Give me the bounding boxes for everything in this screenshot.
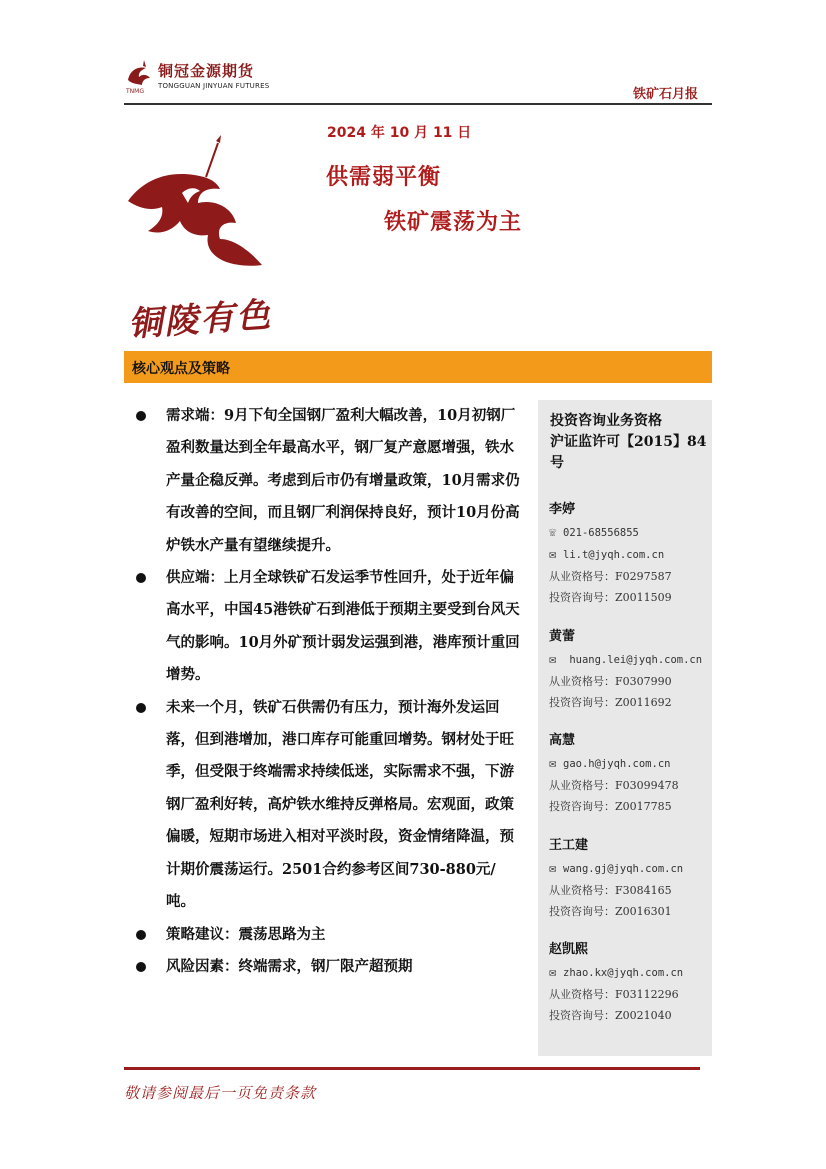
analyst-license: 从业资格号：F03112296	[549, 988, 679, 1001]
analyst-sidebar	[538, 400, 712, 1056]
analyst-name: 高慧	[549, 733, 576, 748]
qualification-line1: 投资咨询业务资格	[550, 413, 662, 429]
analyst-license: 从业资格号：F0297587	[549, 570, 672, 583]
analyst-advisory: 投资咨询号：Z0021040	[549, 1009, 672, 1022]
disclaimer-note: 敬请参阅最后一页免责条款	[124, 1084, 317, 1102]
analyst-advisory: 投资咨询号：Z0016301	[549, 905, 672, 918]
analyst-license: 从业资格号：F0307990	[549, 675, 672, 688]
report-type: 铁矿石月报	[632, 87, 698, 102]
analyst-advisory: 投资咨询号：Z0011692	[549, 696, 672, 709]
key-point-text: 供应端：上月全球铁矿石发运季节性回升，处于近年偏高水平，中国45港铁矿石到港低于预期主要受到台风天气的影响。10月外矿预计弱发运强到港，港库预计重回增势。	[166, 569, 520, 684]
key-point-text: 风险因素：终端需求，钢厂限产超预期	[166, 957, 413, 975]
section-title: 核心观点及策略	[132, 361, 230, 377]
qualification-block	[550, 411, 712, 474]
analyst-advisory: 投资咨询号：Z0011509	[549, 591, 672, 604]
analyst-email[interactable]: ✉ huang.lei@jyqh.com.cn	[549, 649, 709, 671]
company-name-cn: 铜冠金源期货	[158, 62, 255, 80]
report-title-line2: 铁矿震荡为主	[384, 210, 523, 235]
key-point-risk	[130, 951, 522, 983]
bullet-icon	[136, 930, 146, 940]
brand-emblem-icon	[124, 135, 274, 295]
section-header	[124, 351, 712, 383]
analyst-advisory: 投资咨询号：Z0017785	[549, 800, 672, 813]
analyst-card	[549, 938, 709, 1026]
analyst-email[interactable]: ✉ zhao.kx@jyqh.com.cn	[549, 962, 709, 984]
analyst-name: 黄蕾	[549, 629, 576, 644]
key-point-text: 未来一个月，铁矿石供需仍有压力，预计海外发运回落，但到港增加，港口库存可能重回增势。钢材处于旺季，但受限于终端需求持续低迷，实际需求不强，下游钢厂盈利好转，高炉铁水维持反弹格局。宏观面，政策偏暖，短期市场进入相对平淡时段，资金情绪降温，预计期价震荡运行。2501合约参考区间730-880元/吨。	[166, 698, 514, 911]
key-point-outlook	[130, 692, 522, 919]
analyst-name: 赵凯熙	[549, 942, 589, 957]
analyst-card	[549, 498, 709, 608]
bullet-icon	[136, 962, 146, 972]
analyst-name: 李婷	[549, 502, 576, 517]
key-point-supply	[130, 562, 522, 692]
report-title-line1: 供需弱平衡	[326, 165, 442, 190]
email-icon: ✉	[549, 547, 557, 561]
key-point-strategy	[130, 919, 522, 951]
email-icon: ✉	[549, 861, 557, 875]
company-abbr: TNMG	[126, 88, 144, 95]
email-icon: ✉	[549, 652, 557, 666]
analyst-phone: ☏ 021-68556855	[549, 522, 709, 544]
company-logo	[124, 58, 274, 98]
email-icon: ✉	[549, 756, 557, 770]
header-divider	[124, 103, 712, 105]
brand-calligraphy: 铜陵有色	[127, 295, 274, 345]
phone-icon: ☏	[549, 525, 557, 539]
analyst-name: 王工建	[549, 838, 589, 853]
key-point-demand	[130, 400, 522, 562]
footer-divider	[124, 1067, 700, 1070]
analyst-card	[549, 625, 709, 713]
analyst-email[interactable]: ✉ gao.h@jyqh.com.cn	[549, 753, 709, 775]
report-date: 2024 年 10 月 11 日	[327, 125, 472, 141]
qualification-line2: 沪证监许可【2015】84 号	[550, 434, 707, 471]
company-name-en: TONGGUAN JINYUAN FUTURES	[158, 82, 270, 90]
bullet-icon	[136, 573, 146, 583]
key-points-list	[130, 400, 522, 983]
email-icon: ✉	[549, 965, 557, 979]
company-logo-icon	[124, 58, 156, 88]
analyst-card	[549, 729, 709, 817]
bullet-icon	[136, 703, 146, 713]
key-point-text: 策略建议：震荡思路为主	[166, 925, 326, 943]
analyst-license: 从业资格号：F3084165	[549, 884, 672, 897]
key-point-text: 需求端：9月下旬全国钢厂盈利大幅改善，10月初钢厂盈利数量达到全年最高水平，钢厂复产意愿增强，铁水产量企稳反弹。考虑到后市仍有增量政策，10月需求仍有改善的空间，而且钢厂利润保持良好，预计10月份高炉铁水产量有望继续提升。	[166, 407, 520, 554]
bullet-icon	[136, 411, 146, 421]
analyst-license: 从业资格号：F03099478	[549, 779, 679, 792]
analyst-email[interactable]: ✉ li.t@jyqh.com.cn	[549, 544, 709, 566]
analyst-email[interactable]: ✉ wang.gj@jyqh.com.cn	[549, 858, 709, 880]
analyst-card	[549, 834, 709, 922]
